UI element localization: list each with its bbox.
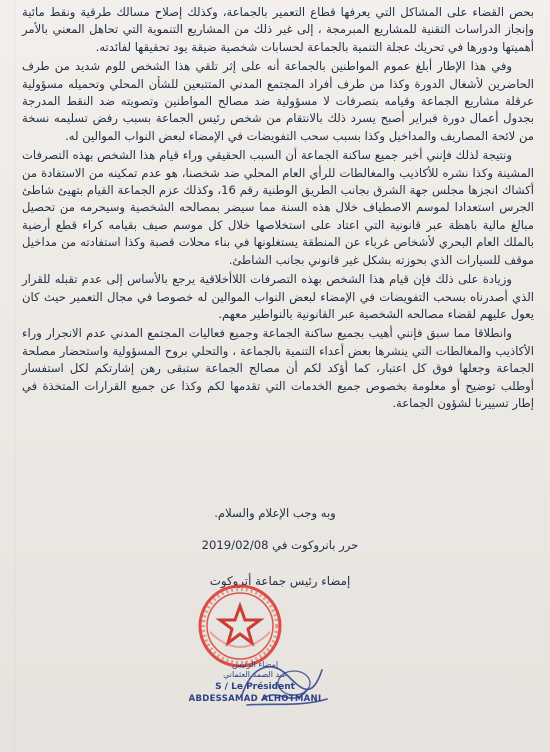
paragraph-2: وفي هذا الإطار أبلغ عموم المواطنين بالجماعة أنه على إثر تلقي هذا الشخص للوم شديد من طرف الحاضرين لأشغال الدورة وكذا من طرف أفراد المجتمع المدني المتتبعين للشأن المحلي وتحميله مسؤولية عرقلة مشاريع الجماعة وقيامه بتصرفات لا مسؤولية ضد مصالح المواطنين وتصويته ضد النقط المدرجة بجدول أعمال دورة فبراير أصبح يسرد ذلك بالانتقام من شخص رئيس الجماعة بسبب رفض تسليمه نسخة من لائحة المصاريف والمداخيل وكذا بسبب سحب التفويضات في الإمضاء لبعض النواب الموالين له. (22, 59, 534, 143)
signature-scribble-icon (232, 655, 332, 715)
page-edge-shadow (14, 0, 15, 752)
closing-line: وبه وجب الإعلام والسلام. (214, 506, 336, 520)
signature-line-3: S / Le Président (215, 682, 295, 692)
paragraph-3: ونتيجة لذلك فإنني أخبر جميع ساكنة الجماعة أن السبب الحقيقي وراء قيام هذا الشخص بهذه التصرفات المشينة وكذا نشره للأكاذيب والمغالطات للرأي العام المحلي ضد شخصنا، هو عدم تمكينه من الاستفادة من أكشاك انجزها مجلس جهة الشرق بجانب الطريق الوطنية رقم 16، وكذلك عزم الجماعة القيام بتهيئ شاطئ الجرس استعدادا لموسم الاصطياف خلال هذه السنة مما سيضر بمصالحه الشخصية وسيحرمه من تحصيل مبالغ مالية باهظة عبر قانونية التي اعتاد على استخلاصها خلال كل موسم صيف بقيامه كراء قطع أرضية بالملك العام البحري لأشخاص غرباء عن المنطقة يستغلونها في بناء محلات قصبة وكذا استفادته من مداخيل موقف للسيارات الذي بحوزته بشكل غير قانوني بجانب الشاطئ. (22, 148, 534, 267)
signature-line-1: إمضاء الرئيس (231, 660, 279, 669)
date-line: حرر بانروكوت في 2019/02/08 (201, 538, 359, 552)
paragraph-1: بحص القضاء على المشاكل التي يعرفها قطاع التعمير بالجماعة، وكذلك إصلاح مسالك طرقية ونقط مائية وإنجاز الدراسات التقنية للمشاريع المبرمجة ، إلى غير ذلك من المشاريع التنموية التي تحاهل المعني بالأمر أهميتها ودورها في تحريك عجلة التنمية بالجماعة لحسابات شخصية ضيقة يود تحقيقها لفائدته. (22, 5, 534, 54)
paragraph-5: وانطلاقا مما سبق فإنني أهيب بجميع ساكنة الجماعة وجميع فعاليات المجتمع المدني عدم الانجرار وراء الأكاذيب والمغالطات التي ينشرها بعض أعداء التنمية بالجماعة ، والتحلي بروح المسؤولية واستحضار مصلحة الجماعة وجعلها فوق كل اعتبار، كما أؤكد لكم أن مصالح الجماعة ستبقى رهن إشارتكم لكل استفسار أوطلب توضيح أو معلومة بخصوص جميع الخدمات التي تقدمها لكم وكذا عن جميع القرارات المتخذة في إطار تسييرنا لشؤون الجماعة. (22, 326, 534, 410)
signature-line-4: ABDESSAMAD ALHOTMANI (188, 694, 322, 704)
signature-title: إمضاء رئيس جماعة أتروكوت (209, 574, 351, 588)
signature-line-2: عبد الصمد العثماني (223, 670, 287, 679)
letter-body (22, 4, 534, 414)
paragraph-4: وزيادة على ذلك فإن قيام هذا الشخص بهذه التصرفات اللاأخلاقية يرجع بالأساس إلى عدم تقبله للقرار الذي أصدرناه بسحب التفويضات في الإمضاء لبعض النواب الموالين له خصوصا في مجال التعمير حيث كان يعول عليهم لقضاء مصالحه الشخصية عبر القانونية بالنواطير معهم. (22, 272, 534, 321)
handwritten-signature (232, 655, 332, 715)
